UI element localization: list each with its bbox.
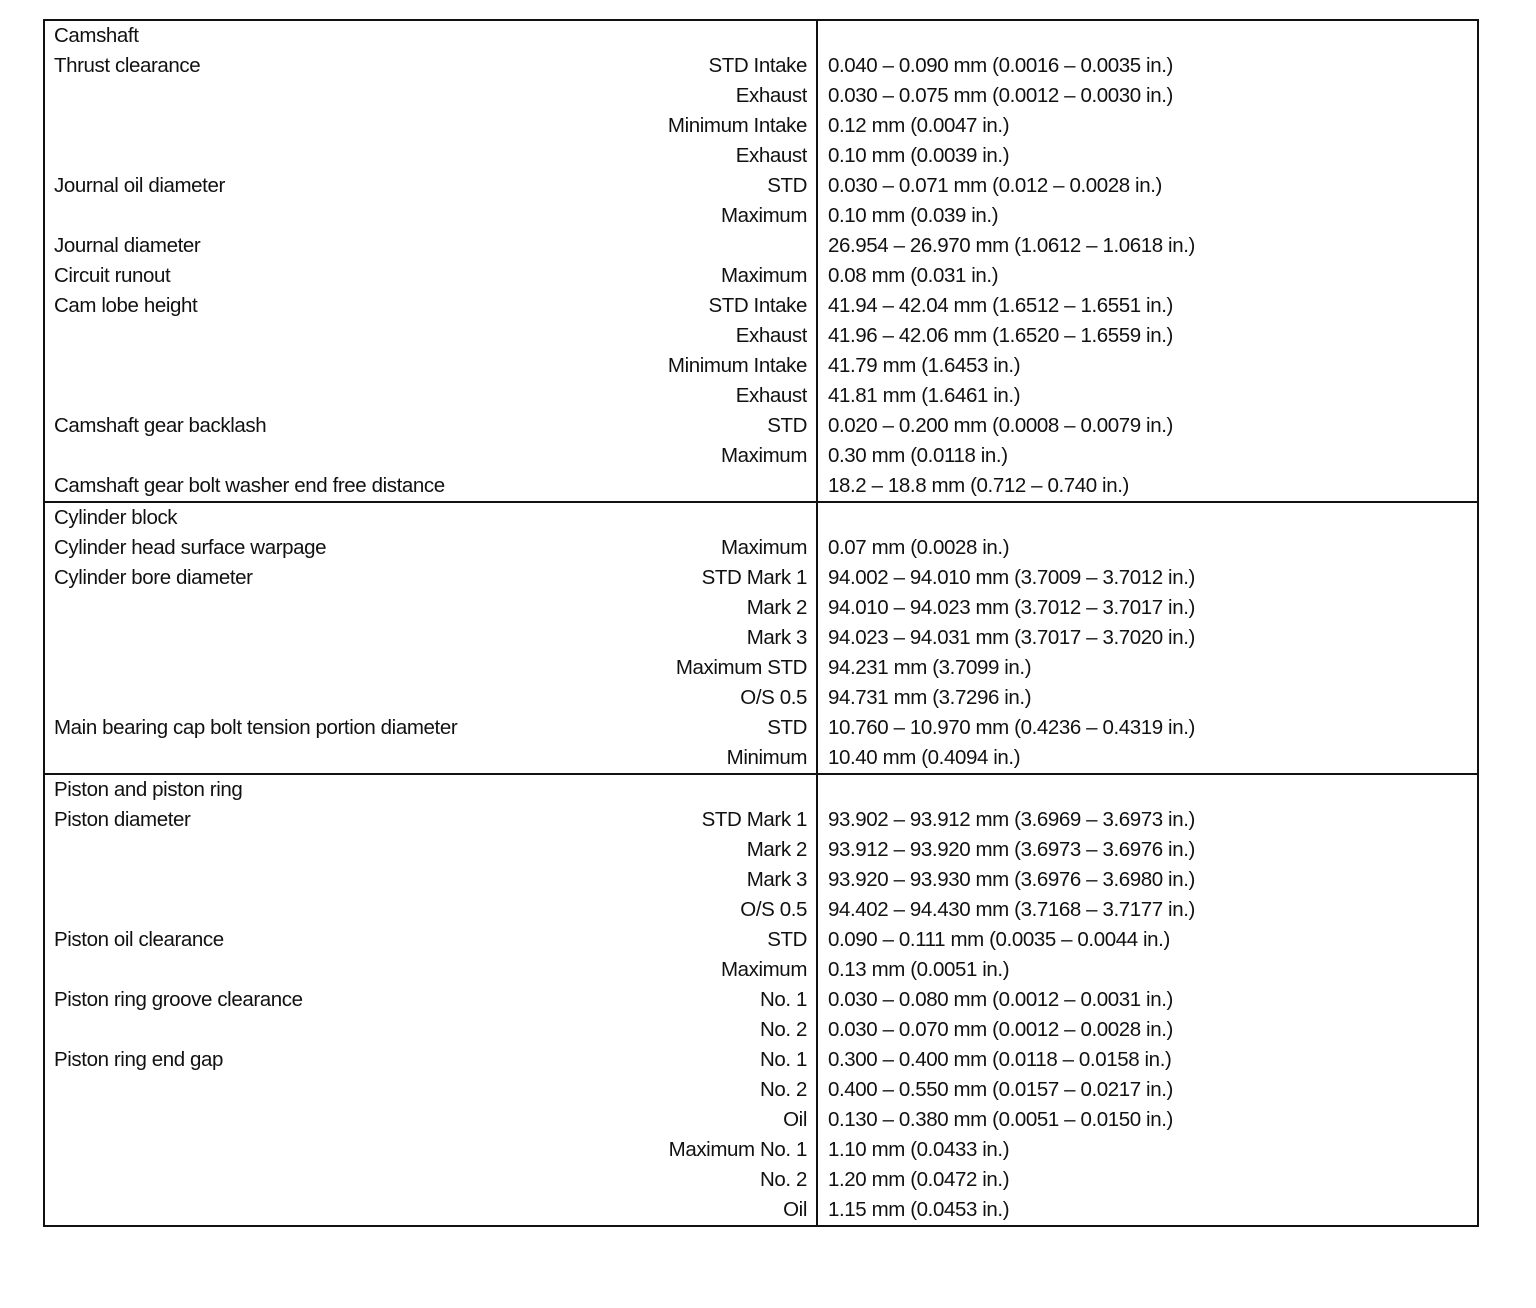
table-row (45, 653, 1477, 683)
spec-item (45, 593, 515, 623)
spec-item: Piston diameter (54, 808, 191, 831)
spec-condition: Exhaust (735, 84, 807, 107)
spec-condition: STD (767, 174, 807, 197)
spec-condition: No. 2 (760, 1168, 807, 1191)
column-divider (816, 775, 818, 1225)
table-row (45, 1195, 1477, 1225)
spec-item: Cylinder bore diameter (54, 566, 253, 589)
table-row (45, 261, 1477, 291)
spec-value: 10.40 mm (0.4094 in.) (828, 746, 1021, 769)
spec-item (45, 955, 515, 985)
table-row (45, 171, 1477, 201)
spec-condition: STD Mark 1 (701, 566, 807, 589)
table-row (45, 1075, 1477, 1105)
spec-condition (515, 471, 807, 501)
spec-value: 94.231 mm (3.7099 in.) (828, 656, 1032, 679)
table-row (45, 955, 1477, 985)
spec-item (45, 743, 515, 773)
spec-item (45, 1075, 515, 1105)
spec-item (45, 1105, 515, 1135)
spec-item (45, 653, 515, 683)
spec-value: 93.902 – 93.912 mm (3.6969 – 3.6973 in.) (828, 808, 1195, 831)
spec-value: 41.96 – 42.06 mm (1.6520 – 1.6559 in.) (828, 324, 1173, 347)
spec-item (45, 381, 515, 411)
spec-value: 0.300 – 0.400 mm (0.0118 – 0.0158 in.) (828, 1048, 1172, 1071)
spec-condition: Maximum (720, 264, 807, 287)
spec-item (45, 441, 515, 471)
table-row (45, 805, 1477, 835)
spec-value: 93.920 – 93.930 mm (3.6976 – 3.6980 in.) (828, 868, 1195, 891)
table-row (45, 81, 1477, 111)
spec-condition: Oil (783, 1198, 807, 1221)
spec-value: 0.030 – 0.070 mm (0.0012 – 0.0028 in.) (828, 1018, 1173, 1041)
spec-item (45, 111, 515, 141)
spec-condition: STD Intake (708, 54, 807, 77)
table-row (45, 321, 1477, 351)
table-row (45, 865, 1477, 895)
spec-condition: STD (767, 928, 807, 951)
table-row (45, 441, 1477, 471)
spec-item (45, 895, 515, 925)
table-row (45, 291, 1477, 321)
section-title: Cylinder block (54, 506, 178, 529)
spec-value: 0.08 mm (0.031 in.) (828, 264, 999, 287)
spec-item (45, 141, 515, 171)
table-row (45, 835, 1477, 865)
spec-condition (515, 231, 807, 261)
section-title-row (45, 503, 1477, 533)
spec-value: 0.090 – 0.111 mm (0.0035 – 0.0044 in.) (828, 928, 1170, 951)
table-row (45, 623, 1477, 653)
table-row (45, 471, 1477, 501)
table-row (45, 111, 1477, 141)
spec-value: 93.912 – 93.920 mm (3.6973 – 3.6976 in.) (828, 838, 1195, 861)
spec-item: Journal diameter (54, 234, 201, 257)
section-title-row (45, 21, 1477, 51)
column-divider (816, 503, 818, 773)
table-row (45, 231, 1477, 261)
spec-item (45, 81, 515, 111)
column-divider (816, 21, 818, 501)
spec-value: 94.731 mm (3.7296 in.) (828, 686, 1032, 709)
spec-item (45, 683, 515, 713)
spec-item: Journal oil diameter (54, 174, 225, 197)
table-row (45, 533, 1477, 563)
table-row (45, 593, 1477, 623)
spec-value: 10.760 – 10.970 mm (0.4236 – 0.4319 in.) (828, 716, 1195, 739)
section-title-row (45, 775, 1477, 805)
section-title: Camshaft (54, 24, 139, 47)
spec-condition: Mark 2 (746, 596, 807, 619)
spec-condition: Maximum (720, 204, 807, 227)
spec-value: 0.130 – 0.380 mm (0.0051 – 0.0150 in.) (828, 1108, 1173, 1131)
spec-value: 94.002 – 94.010 mm (3.7009 – 3.7012 in.) (828, 566, 1195, 589)
table-row (45, 1105, 1477, 1135)
table-row (45, 1015, 1477, 1045)
spec-item: Camshaft gear bolt washer end free distance (54, 474, 445, 497)
spec-item: Circuit runout (54, 264, 171, 287)
table-row (45, 1135, 1477, 1165)
spec-item: Piston oil clearance (54, 928, 224, 951)
table-row (45, 985, 1477, 1015)
spec-condition: O/S 0.5 (740, 686, 807, 709)
spec-condition: No. 1 (760, 988, 807, 1011)
spec-condition: No. 2 (760, 1018, 807, 1041)
spec-value: 1.10 mm (0.0433 in.) (828, 1138, 1010, 1161)
spec-value: 0.30 mm (0.0118 in.) (828, 444, 1008, 467)
table-row (45, 683, 1477, 713)
table-row (45, 141, 1477, 171)
spec-value: 1.20 mm (0.0472 in.) (828, 1168, 1010, 1191)
spec-condition: Maximum No. 1 (668, 1138, 807, 1161)
spec-condition: Exhaust (735, 384, 807, 407)
spec-condition: No. 2 (760, 1078, 807, 1101)
spec-value: 0.030 – 0.080 mm (0.0012 – 0.0031 in.) (828, 988, 1173, 1011)
spec-item (45, 351, 515, 381)
spec-condition: Exhaust (735, 144, 807, 167)
spec-value: 0.400 – 0.550 mm (0.0157 – 0.0217 in.) (828, 1078, 1173, 1101)
spec-value: 0.13 mm (0.0051 in.) (828, 958, 1010, 981)
spec-item (45, 1015, 515, 1045)
spec-value: 0.10 mm (0.0039 in.) (828, 144, 1010, 167)
spec-condition: Exhaust (735, 324, 807, 347)
spec-item (45, 1135, 515, 1165)
spec-condition: Maximum STD (675, 656, 807, 679)
spec-condition: Maximum (720, 444, 807, 467)
spec-value: 41.94 – 42.04 mm (1.6512 – 1.6551 in.) (828, 294, 1173, 317)
spec-item: Cam lobe height (54, 294, 198, 317)
spec-value: 1.15 mm (0.0453 in.) (828, 1198, 1010, 1221)
spec-value: 94.023 – 94.031 mm (3.7017 – 3.7020 in.) (828, 626, 1195, 649)
table-row (45, 201, 1477, 231)
spec-item (45, 321, 515, 351)
section-cylinder-block (45, 501, 1477, 773)
spec-item (45, 623, 515, 653)
spec-condition: STD Mark 1 (701, 808, 807, 831)
spec-value: 0.040 – 0.090 mm (0.0016 – 0.0035 in.) (828, 54, 1173, 77)
spec-value: 0.020 – 0.200 mm (0.0008 – 0.0079 in.) (828, 414, 1173, 437)
spec-value: 0.10 mm (0.039 in.) (828, 204, 999, 227)
spec-item: Camshaft gear backlash (54, 414, 267, 437)
table-row (45, 1165, 1477, 1195)
table-row (45, 351, 1477, 381)
section-piston-and-piston-ring (45, 773, 1477, 1225)
spec-condition: Maximum (720, 958, 807, 981)
spec-item: Piston ring groove clearance (54, 988, 303, 1011)
table-row (45, 563, 1477, 593)
table-row (45, 411, 1477, 441)
spec-item (45, 835, 515, 865)
spec-condition: Minimum Intake (667, 114, 807, 137)
section-title: Piston and piston ring (54, 778, 243, 801)
table-row (45, 895, 1477, 925)
spec-item (45, 865, 515, 895)
table-row (45, 925, 1477, 955)
spec-condition: Minimum (726, 746, 807, 769)
spec-condition: STD (767, 716, 807, 739)
table-row (45, 713, 1477, 743)
spec-item: Main bearing cap bolt tension portion diameter (54, 716, 458, 739)
section-camshaft (45, 21, 1477, 501)
spec-condition: Mark 2 (746, 838, 807, 861)
spec-value: 0.07 mm (0.0028 in.) (828, 536, 1010, 559)
spec-condition: Minimum Intake (667, 354, 807, 377)
spec-item (45, 1165, 515, 1195)
spec-value: 0.030 – 0.071 mm (0.012 – 0.0028 in.) (828, 174, 1162, 197)
table-row (45, 381, 1477, 411)
spec-value: 41.81 mm (1.6461 in.) (828, 384, 1021, 407)
spec-value: 18.2 – 18.8 mm (0.712 – 0.740 in.) (828, 474, 1129, 497)
spec-value: 94.010 – 94.023 mm (3.7012 – 3.7017 in.) (828, 596, 1195, 619)
table-row (45, 743, 1477, 773)
spec-item: Cylinder head surface warpage (54, 536, 327, 559)
spec-condition: No. 1 (760, 1048, 807, 1071)
spec-value: 0.12 mm (0.0047 in.) (828, 114, 1010, 137)
table-row (45, 51, 1477, 81)
spec-value: 94.402 – 94.430 mm (3.7168 – 3.7177 in.) (828, 898, 1195, 921)
spec-condition: O/S 0.5 (740, 898, 807, 921)
spec-condition: STD (767, 414, 807, 437)
spec-value: 41.79 mm (1.6453 in.) (828, 354, 1021, 377)
spec-value: 26.954 – 26.970 mm (1.0612 – 1.0618 in.) (828, 234, 1195, 257)
spec-item: Piston ring end gap (54, 1048, 224, 1071)
spec-condition: Oil (783, 1108, 807, 1131)
spec-condition: Mark 3 (746, 868, 807, 891)
table-row (45, 1045, 1477, 1075)
spec-table (43, 19, 1479, 1227)
spec-condition: Maximum (720, 536, 807, 559)
spec-condition: Mark 3 (746, 626, 807, 649)
spec-condition: STD Intake (708, 294, 807, 317)
spec-item (45, 201, 515, 231)
spec-value: 0.030 – 0.075 mm (0.0012 – 0.0030 in.) (828, 84, 1173, 107)
spec-item: Thrust clearance (54, 54, 201, 77)
spec-item (45, 1195, 515, 1225)
